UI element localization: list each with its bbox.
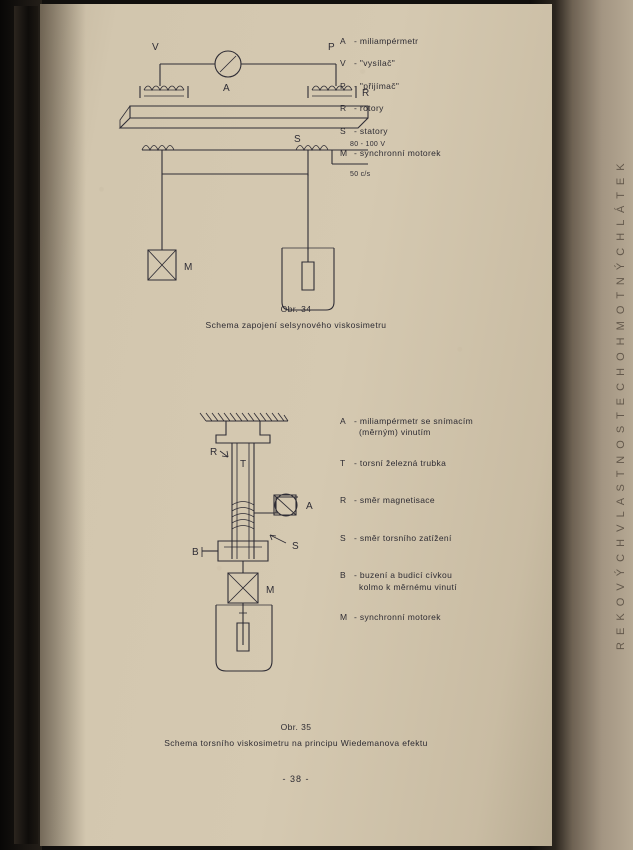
- figure-34-caption-number: Obr. 34: [280, 304, 312, 314]
- svg-text:M: M: [184, 262, 193, 273]
- legend-key: B: [340, 570, 347, 581]
- figure-35-caption-number: Obr. 35: [280, 722, 312, 732]
- legend-dash: -: [354, 570, 358, 581]
- legend-dash: -: [354, 495, 358, 506]
- svg-text:V: V: [152, 42, 160, 53]
- legend-text: buzení a budicí cívkou: [359, 570, 453, 581]
- legend-key: A: [340, 416, 347, 426]
- legend-text: "přijímač": [359, 80, 400, 91]
- svg-text:80 - 100 V: 80 - 100 V: [350, 141, 386, 148]
- legend-dash: -: [354, 532, 358, 543]
- legend-key: M: [340, 612, 348, 623]
- legend-text: synchronní motorek: [359, 148, 441, 159]
- legend-text: "vysílač": [359, 58, 396, 69]
- legend-dash: -: [354, 58, 358, 69]
- svg-text:A: A: [223, 83, 231, 94]
- svg-text:R: R: [210, 447, 218, 458]
- svg-text:A: A: [306, 501, 314, 512]
- legend-key: S: [340, 532, 347, 543]
- legend-dash: -: [354, 103, 358, 114]
- adjacent-page-text: R E K O V Ý C H V L A S T N O S T E C H O H M O T N Ý C H L Á T E K: [615, 161, 627, 650]
- legend-key: R: [340, 103, 347, 114]
- book-binding-left: [0, 0, 42, 850]
- svg-text:S: S: [292, 541, 300, 552]
- figure-34-legend: [340, 36, 441, 171]
- legend-dash: -: [354, 125, 358, 136]
- adjacent-page-right: [555, 0, 633, 850]
- svg-text:R: R: [362, 88, 370, 99]
- legend-text-cont: (měrným) vinutím: [359, 427, 431, 438]
- legend-key: V: [340, 58, 347, 69]
- legend-key: P: [340, 80, 347, 91]
- legend-dash: -: [354, 612, 358, 623]
- page-edge-strip: [14, 6, 38, 844]
- svg-text:T: T: [240, 459, 247, 470]
- legend-text-cont: kolmo k měrnému vinutí: [359, 581, 457, 592]
- legend-text: směr torsního zatížení: [359, 532, 452, 543]
- page-content: [40, 4, 552, 846]
- legend-key: T: [340, 457, 346, 468]
- page-number: - 38 -: [282, 774, 310, 784]
- legend-key: A: [340, 36, 347, 46]
- figure-34-caption-text: Schema zapojení selsynového viskosimetru: [205, 320, 387, 330]
- legend-key: M: [340, 148, 348, 159]
- legend-dash: -: [354, 457, 358, 468]
- legend-text: rotory: [359, 103, 384, 114]
- legend-text: statory: [359, 125, 388, 136]
- figure-35-caption-text: Schema torsního viskosimetru na principu Wiedemanova efektu: [164, 738, 428, 748]
- legend-key: S: [340, 125, 347, 136]
- legend-dash: -: [354, 416, 358, 426]
- svg-text:S: S: [294, 134, 302, 145]
- legend-text: synchronní motorek: [359, 612, 441, 623]
- legend-dash: -: [354, 36, 358, 46]
- figure-35-legend: [340, 416, 473, 634]
- svg-text:B: B: [192, 547, 200, 558]
- legend-text: miliampérmetr se snímacím: [359, 416, 474, 426]
- legend-text: miliampérmetr: [359, 36, 419, 46]
- document-page: [40, 4, 552, 846]
- legend-text: směr magnetisace: [359, 495, 435, 506]
- legend-text: torsní železná trubka: [359, 457, 447, 468]
- svg-text:50 c/s: 50 c/s: [350, 171, 371, 178]
- legend-key: R: [340, 495, 347, 506]
- legend-dash: -: [354, 80, 358, 91]
- legend-dash: -: [354, 148, 358, 159]
- svg-text:M: M: [266, 585, 275, 596]
- svg-text:P: P: [328, 42, 336, 53]
